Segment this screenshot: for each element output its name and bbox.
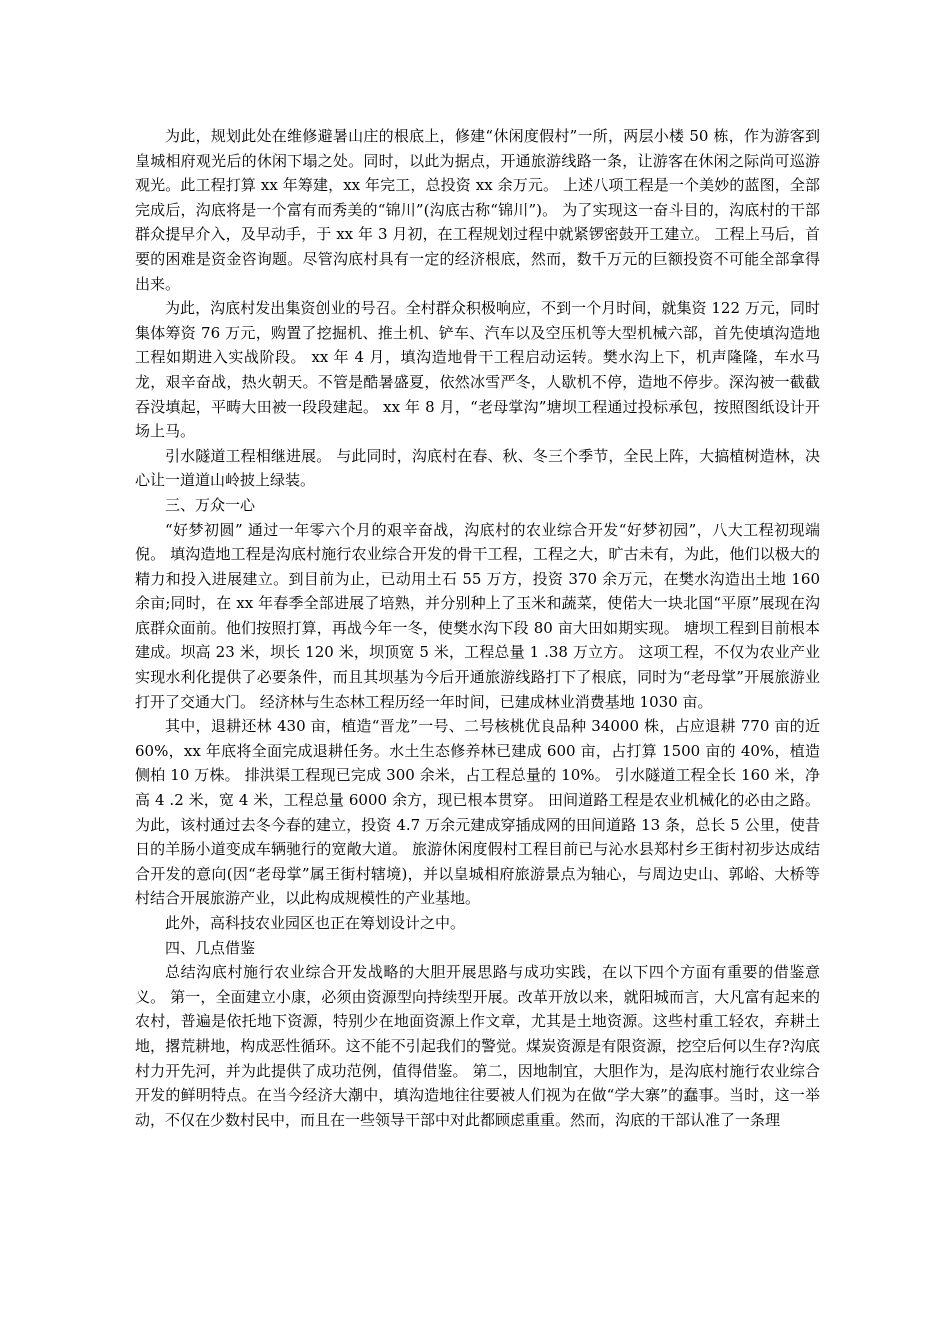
paragraph-progress: “好梦初圆” 通过一年零六个月的艰辛奋战，沟底村的农业综合开发“好梦初园”，八大工程初现端倪。 填沟造地工程是沟底村施行农业综合开发的骨干工程，工程之大，旷古未有，为此，他们以极大的精力和投入进展建立。到目前为止，已动用土石 55 万方，投资 370 余万元，在樊水沟造出土地 160 余亩;同时，在 xx 年春季全部进展了培熟，并分别种上了玉米和蔬菜，使偌大一块北国“平原”展现在沟底群众面前。他们按照打算，再战今年一冬，使樊水沟下段 80 亩大田如期实现。 塘坝工程到目前根本建成。坝高 23 米，坝长 120 米，坝顶宽 5 米，工程总量 1 .38 万立方。 这项工程，不仅为农业产业实现水利化提供了必要条件，而且其坝基为今后开通旅游线路打下了根底，同时为“老母掌”开展旅游业打开了交通大门。 经济林与生态林工程历经一年时间，已建成林业消费基地 1030 亩。: [135, 520, 820, 711]
section-heading-4: 四、几点借鉴: [165, 938, 256, 957]
paragraph-hightech-park: 此外，高科技农业园区也正在筹划设计之中。: [165, 914, 466, 932]
document-page: [135, 124, 820, 1132]
section-heading-3: 三、万众一心: [165, 495, 256, 514]
paragraph-resort-plan: 为此，规划此处在维修避暑山庄的根底上，修建“休闲度假村”一所，两层小楼 50 栋，作为游客到皇城相府观光后的休闲下塌之处。同时，以此为据点，开通旅游线路一条，让游客在休闲之际尚可巡游观光。此工程打算 xx 年筹建，xx 年完工，总投资 xx 余万元。 上述八项工程是一个美妙的蓝图，全部完成后，沟底将是一个富有而秀美的“锦川”(沟底古称“锦川”)。 为了实现这一奋斗目的，沟底村的干部群众提早介入，及早动手，于 xx 年 3 月初，在工程规划过程中就紧锣密鼓开工建立。 工程上马后，首要的困难是资金咨询题。尽管沟底村具有一定的经济根底，然而，数千万元的巨额投资不可能全部拿得出来。: [135, 127, 820, 293]
paragraph-tunnel-afforestation: 引水隧道工程相继进展。 与此同时，沟底村在春、秋、冬三个季节，全民上阵，大搞植树造林，决心让一道道山岭披上绿装。: [135, 446, 820, 490]
paragraph-details: 其中，退耕还林 430 亩，植造“晋龙”一号、二号核桃优良品种 34000 株，占应退耕 770 亩的近 60%，xx 年底将全面完成退耕任务。水土生态修养林已建成 600 亩，占打算 1500 亩的 40%，植造侧柏 10 万株。 排洪渠工程现已完成 300 余米，占工程总量的 10%。 引水隧道工程全长 160 米，净高 4 .2 米，宽 4 米，工程总量 6000 余方，现已根本贯穿。 田间道路工程是农业机械化的必由之路。为此，该村通过去冬今春的建立，投资 4.7 万余元建成穿插成网的田间道路 13 条，总长 5 公里，使昔日的羊肠小道变成车辆驰行的宽敞大道。 旅游休闲度假村工程目前已与沁水县郑村乡王街村初步达成结合开发的意向(因“老母掌”属王街村辖境)，并以皇城相府旅游景点为轴心，与周边史山、郭峪、大桥等村结合开展旅游产业，以此构成规模性的产业基地。: [135, 717, 820, 908]
paragraph-lessons: 总结沟底村施行农业综合开发战略的大胆开展思路与成功实践，在以下四个方面有重要的借鉴意义。 第一，全面建立小康，必须由资源型向持续型开展。改革开放以来，就阳城而言，大凡富有起来的农村，普遍是依托地下资源，特别少在地面资源上作文章，尤其是土地资源。这些村重工轻农，弃耕土地，撂荒耕地，构成恶性循环。这不能不引起我们的警觉。煤炭资源是有限资源，挖空后何以生存?沟底村力开先河，并为此提供了成功范例，值得借鉴。 第二，因地制宜，大胆作为，是沟底村施行农业综合开发的鲜明特点。在当今经济大潮中，填沟造地往往要被人们视为在做“学大寨”的蠢事。当时，这一举动，不仅在少数村民中，而且在一些领导干部中对此都顾虑重重。然而，沟底的干部认准了一条理: [135, 963, 820, 1129]
paragraph-fundraising: 为此，沟底村发出集资创业的号召。全村群众积极响应，不到一个月时间，就集资 122 万元，同时集体筹资 76 万元，购置了挖掘机、推土机、铲车、汽车以及空压机等大型机械六部，首先使填沟造地工程如期进入实战阶段。 xx 年 4 月，填沟造地骨干工程启动运转。樊水沟上下，机声隆隆，车水马龙，艰辛奋战，热火朝天。不管是酷暑盛夏，依然冰雪严冬，人歇机不停，造地不停步。深沟被一截截吞没填起，平畴大田被一段段建起。 xx 年 8 月，“老母掌沟”塘坝工程通过投标承包，按照图纸设计开场上马。: [135, 299, 820, 441]
